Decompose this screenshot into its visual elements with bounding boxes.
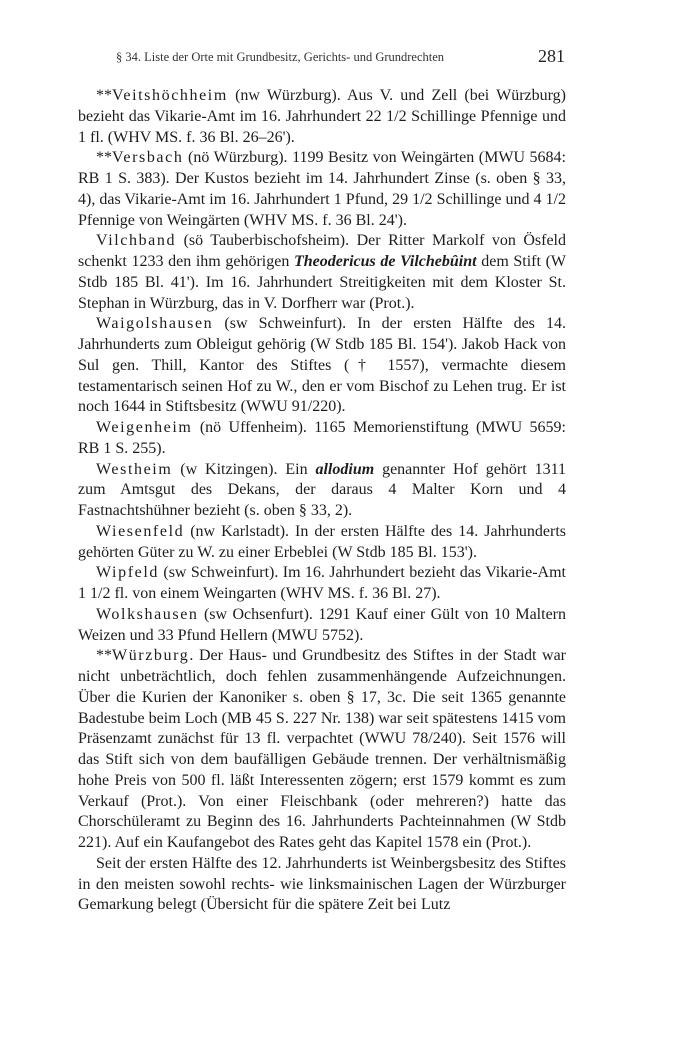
entry-paragraph — [78, 314, 566, 418]
entry-paragraph — [78, 148, 566, 231]
entry-paragraph — [78, 460, 566, 522]
entry-text: (sw Ochsenfurt). 1291 Kauf einer Gült von 10 Maltern Weizen und 33 Pfund Hellern (MWU 5752). — [78, 605, 566, 644]
place-name: Wipfeld — [96, 564, 159, 582]
entry-marker: ** — [96, 647, 112, 665]
entry-text: genannter Hof gehört 1311 zum Amtsgut des Dekans, der daraus 4 Malter Korn und 4 Fastnachtshühner bezieht (s. oben § 33, 2). — [78, 460, 566, 519]
entry-paragraph — [78, 231, 566, 314]
place-name: Weigenheim — [96, 419, 193, 436]
entry-text: (nö Uffenheim). 1165 Memorienstiftung (MWU 5659: RB 1 S. 255). — [78, 419, 566, 457]
entry-paragraph — [78, 86, 566, 148]
entry-text: (sw Schweinfurt). Im 16. Jahrhundert bezieht das Vikarie-Amt 1 1/2 fl. von einem Weingarten (WHV MS. f. 36 Bl. 27). — [78, 564, 566, 602]
entry-text: (nw Würzburg). Aus V. und Zell (bei Würzburg) bezieht das Vikarie-Amt im 16. Jahrhundert 22 1/2 Schillinge Pfennige und 1 fl. (WHV MS. f. 36 Bl. 26–26'). — [78, 87, 566, 146]
entry-text: . Der Haus- und Grundbesitz des Stiftes in der Stadt war nicht unbeträchtlich, doch fehlen zusammenhängende Aufzeichnungen. Über die Kurien der Kanoniker s. oben § 17, 3c. Die seit 1365 genannte Badestube beim Loch (MB 45 S. 227 Nr. 138) war seit spätestens 1415 vom Präsenzamt zunächst für 13 fl. verpachtet (WWU 78/240). Seit 1576 will das Stift sich von dem baufälligen Gebäude trennen. Der verhältnismäßig hohe Preis von 500 fl. läßt Interessenten zögern; erst 1579 kommt es zum Verkauf (Prot.). Von einer Fleischbank (oder mehreren?) hatte das Chorschüleramt zu Beginn des 16. Jahrhunderts Pachteinnahmen (W Stdb 221). Auf ein Kaufangebot des Rates geht das Kapitel 1578 ein (Prot.). — [78, 647, 566, 851]
entry-text: (nö Würzburg). 1199 Besitz von Weingärten (MWU 5684: RB 1 S. 383). Der Kustos bezieht im 14. Jahrhundert Zinse (s. oben § 33, 4), das Vikarie-Amt im 16. Jahrhundert 1 Pfund, 29 1/2 Schillinge und 4 1/2 Pfennige von Weingärten (WHV MS. f. 36 Bl. 24'). — [78, 149, 566, 229]
entry-text: (w Kitzingen). Ein — [172, 460, 316, 478]
entry-marker: ** — [96, 87, 112, 104]
place-name: Waigolshausen — [96, 315, 214, 333]
entry-text: (nw Karlstadt). In der ersten Hälfte des 14. Jahrhunderts gehörten Güter zu W. zu einer Erbeblei (W Stdb 185 Bl. 153'). — [78, 522, 566, 561]
entry-text: (sö Tauberbischofsheim). Der Ritter Markolf von Ösfeld schenkt 1233 den ihm gehörigen — [78, 232, 566, 270]
running-header: § 34. Liste der Orte mit Grundbesitz, Gerichts- und Grundrechten — [116, 50, 445, 64]
place-name: Vilchband — [96, 232, 177, 250]
place-name: Wiesenfeld — [96, 522, 185, 540]
entry-paragraph — [78, 522, 566, 564]
entry-text: (sw Schweinfurt). In der ersten Hälfte des 14. Jahrhunderts zum Obleigut gehörig (W Stdb 185 Bl. 154'). Jakob Hack von Sul gen. Thill, Kantor des Stiftes († 1557), vermachte diesem testamentarisch seinen Hof zu W., den er vom Bischof zu Lehen trug. Er ist noch 1644 in Stiftsbesitz (WWU 91/220). — [78, 315, 566, 416]
body-text — [78, 86, 566, 916]
entry-paragraph — [78, 646, 566, 854]
closing-paragraph: Seit der ersten Hälfte des 12. Jahrhunderts ist Weinbergsbesitz des Stiftes in den meisten sowohl rechts- wie linksmainischen Lagen der Würzburger Gemarkung belegt (Übersicht für die spätere Zeit bei Lutz — [78, 854, 566, 914]
place-name: Westheim — [96, 460, 173, 478]
place-name: Versbach — [112, 149, 184, 167]
place-name: Veitshöchheim — [112, 87, 228, 104]
entry-paragraph — [78, 605, 566, 647]
entry-text: dem Stift (W Stdb 185 Bl. 41'). Im 16. Jahrhundert Streitigkeiten mit dem Kloster St. Stephan in Würzburg, das in V. Dorfherr war (Prot.). — [78, 253, 567, 312]
italic-term: Theodericus de Vilchebûint — [293, 253, 477, 270]
entry-paragraph — [78, 418, 566, 460]
place-name: Wolkshausen — [96, 605, 199, 623]
entry-paragraph — [78, 563, 566, 605]
place-name: Würzburg — [112, 647, 190, 665]
italic-term: allodium — [315, 460, 375, 478]
entry-marker: ** — [96, 149, 112, 167]
page-number: 281 — [538, 46, 565, 66]
